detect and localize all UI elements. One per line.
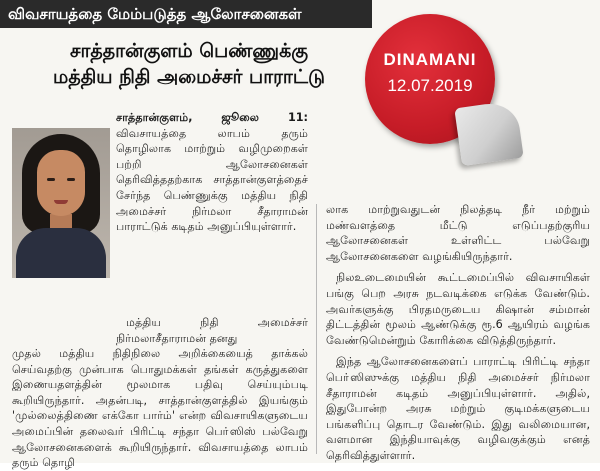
article-paragraph-3: லாக மாற்றுவதுடன் நிலத்தடி நீர் மற்றும் மண்வளத்தை மீட்டு எடுப்பதற்குரிய ஆலோசனைகள் உள்ளிட்ட பல்வேறு ஆலோசனைகளை வழங்கியிருந்தார். bbox=[326, 203, 590, 263]
column-divider bbox=[316, 204, 317, 454]
publication-name: DINAMANI bbox=[383, 50, 477, 69]
section-banner: விவசாயத்தை மேம்படுத்த ஆலோசனைகள் bbox=[0, 0, 372, 28]
photo-left-eye bbox=[47, 178, 55, 181]
article-column-2 bbox=[326, 202, 590, 470]
photo-face bbox=[37, 150, 85, 216]
sticker-peel-corner bbox=[454, 100, 523, 166]
article-paragraph-5: இந்த ஆலோசனைகளைப் பாராட்டி பிரிட்டி சந்தா பொ்ஸிஸுக்கு மத்திய நிதி அமைச்சர் நிர்மலா சீதாராமன் கடிதம் அனுப்பியுள்ளார். அதில், இதுபோன்ற அரசு மற்றும் குடிமக்களுடைய பங்களிப்பு தொடர வேண்டும். இது வலிமையான, வளமான இந்தியாவுக்கு வழிவகுக்கும் எனத் தெரிவித்துள்ளார். bbox=[326, 355, 590, 462]
dateline: சாத்தான்குளம், ஜூலை 11: bbox=[116, 111, 308, 124]
photo-shirt bbox=[16, 228, 106, 278]
photo-mouth bbox=[54, 200, 68, 204]
article-paragraph-2-cont: முதல் மத்திய நிதிநிலை அறிக்கையைத் தாக்கல் செய்வதற்கு முன்பாக பொதுமக்கள் தங்கள் கருத்துகளை இணையதளத்தின் மூலமாக பதிவு செய்யும்படி கூறியிருந்தார். அதன்படி, சாத்தான்குளத்தில் இயங்கும் 'முல்லைத்திணை எக்கோ பார்ம்' என்ற விவசாயிகளுடைய அமைப்பின் தலைவர் பிரிட்டி சந்தா பொ்ஸிஸ் பல்வேறு ஆலோசனைகளைக் கூறியிருந்தார். விவசாயத்தை லாபம் தரும் தொழி bbox=[12, 347, 308, 470]
headline-line-2: மத்திய நிதி அமைச்சர் பாராட்டு bbox=[53, 66, 325, 88]
photo-right-eye bbox=[67, 178, 75, 181]
article-paragraph-4: நிலஉடைமையின் கூட்டமைப்பில் விவசாயிகள் பங்கு பெற அரசு நடவடிக்கை எடுக்க வேண்டும். அவர்களுக்கு பிரதமருடைய கிஷான் சம்மான் திட்டத்தின் மூலம் ஆண்டுக்கு ரூ.6 ஆயிரம் வழங்க வேண்டுமென்றும் கோரிக்கை விடுத்திருந்தார். bbox=[326, 271, 590, 347]
article-paragraph-1: விவசாயத்தை லாபம் தரும் தொழிலாக மாற்றும் வழிமுறைகள் பற்றி ஆலோசனைகள் தெரிவித்ததற்காக சாத்தான்குளத்தைச் சேர்ந்த பெண்ணுக்கு மத்திய நிதி அமைச்சர் நிர்மலா சீதாராமன் பாராட்டுக் கடிதம் அனுப்பியுள்ளார். bbox=[116, 126, 308, 234]
article-column-1-top bbox=[116, 110, 308, 235]
article-paragraph-2-start: மத்திய நிதி அமைச்சர் நிர்மலாசீதாராமன் தனது bbox=[116, 316, 308, 345]
headline-line-1: சாத்தான்குளம் பெண்ணுக்கு bbox=[69, 40, 309, 62]
headline bbox=[34, 38, 344, 90]
publication-date: 12.07.2019 bbox=[387, 76, 473, 95]
person-photo bbox=[12, 128, 110, 278]
